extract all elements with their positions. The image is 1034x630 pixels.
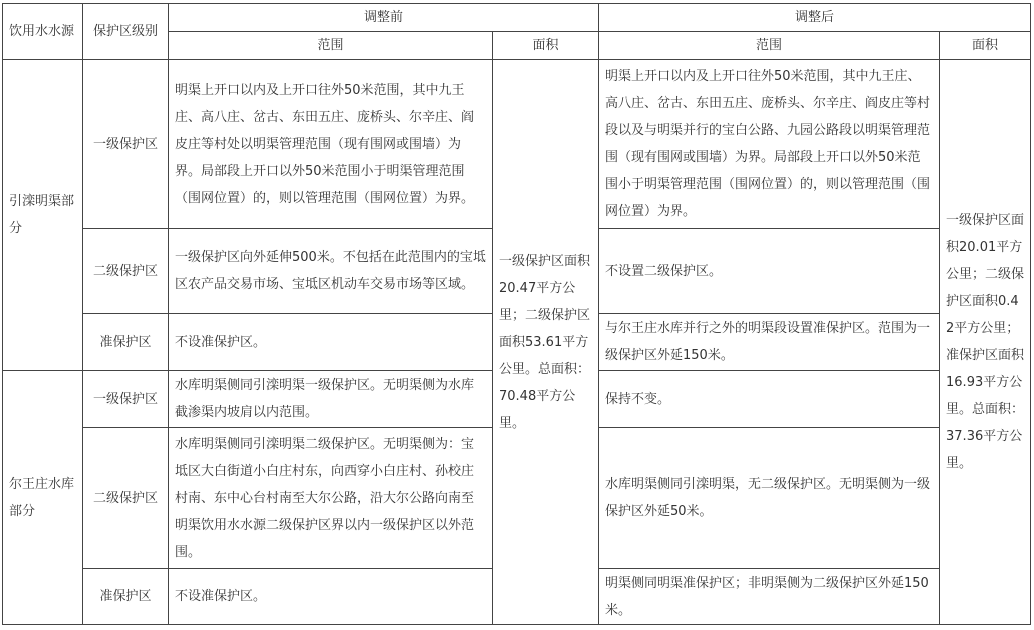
header-source: 饮用水水源: [3, 4, 83, 60]
level-secondary: 二级保护区: [83, 428, 169, 569]
level-quasi: 准保护区: [83, 569, 169, 625]
after-scope-cell: 明渠侧同明渠准保护区；非明渠侧为二级保护区外延150米。: [599, 569, 940, 625]
group-erwangzhuang: 尔王庄水库部分: [3, 371, 83, 625]
after-scope-cell: 保持不变。: [599, 371, 940, 428]
after-scope-cell: 水库明渠侧同引滦明渠，无二级保护区。无明渠侧为一级保护区外延50米。: [599, 428, 940, 569]
protection-zone-table: [2, 3, 1031, 625]
after-area-cell: 一级保护区面积20.01平方公里；二级保护区面积0.42平方公里；准保护区面积16.93平方公里。总面积：37.36平方公里。: [940, 60, 1031, 625]
level-quasi: 准保护区: [83, 314, 169, 371]
before-scope-cell: 一级保护区向外延伸500米。不包括在此范围内的宝坻区农产品交易市场、宝坻区机动车交易市场等区域。: [169, 229, 493, 314]
header-before-scope: 范围: [169, 32, 493, 60]
header-after-area: 面积: [940, 32, 1031, 60]
header-before-area: 面积: [493, 32, 599, 60]
header-level: 保护区级别: [83, 4, 169, 60]
after-scope-cell: 明渠上开口以内及上开口往外50米范围，其中九王庄、高八庄、岔古、东田五庄、庞桥头、尔辛庄、阎皮庄等村段以及与明渠并行的宝白公路、九园公路段以明渠管理范围（现有围网或围墙）为界。局部段上开口以外50米范围小于明渠管理范围（围网位置）的，则以管理范围（围网位置）为界。: [599, 60, 940, 229]
after-scope-cell: 与尔王庄水库并行之外的明渠段设置准保护区。范围为一级保护区外延150米。: [599, 314, 940, 371]
before-scope-cell: 水库明渠侧同引滦明渠二级保护区。无明渠侧为：宝坻区大白街道小白庄村东，向西穿小白庄村、孙校庄村南、东中心台村南至大尔公路，沿大尔公路向南至明渠饮用水水源二级保护区界以内一级保护区以外范围。: [169, 428, 493, 569]
before-scope-cell: 水库明渠侧同引滦明渠一级保护区。无明渠侧为水库截渗渠内坡肩以内范围。: [169, 371, 493, 428]
before-scope-cell: 不设准保护区。: [169, 569, 493, 625]
level-primary: 一级保护区: [83, 60, 169, 229]
before-area-cell: 一级保护区面积20.47平方公里；二级保护区面积53.61平方公里。总面积：70.48平方公里。: [493, 60, 599, 625]
table-row: [3, 60, 1031, 229]
level-secondary: 二级保护区: [83, 229, 169, 314]
header-after: 调整后: [599, 4, 1031, 32]
before-scope-cell: 不设准保护区。: [169, 314, 493, 371]
header-before: 调整前: [169, 4, 599, 32]
after-scope-cell: 不设置二级保护区。: [599, 229, 940, 314]
group-yinluan: 引滦明渠部分: [3, 60, 83, 371]
header-after-scope: 范围: [599, 32, 940, 60]
level-primary: 一级保护区: [83, 371, 169, 428]
before-scope-cell: 明渠上开口以内及上开口往外50米范围，其中九王庄、高八庄、岔古、东田五庄、庞桥头、尔辛庄、阎皮庄等村处以明渠管理范围（现有围网或围墙）为界。局部段上开口以外50米范围小于明渠管理范围（围网位置）的，则以管理范围（围网位置）为界。: [169, 60, 493, 229]
